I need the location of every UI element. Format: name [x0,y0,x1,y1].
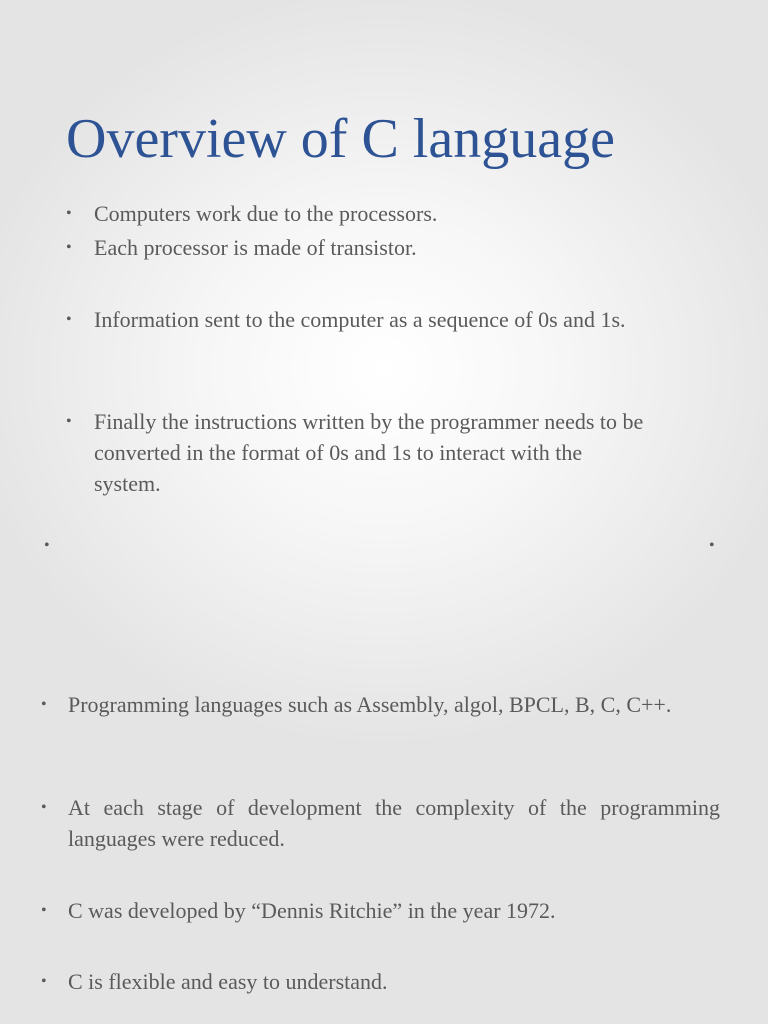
list-item [41,895,720,926]
bullet-text: At each stage of development the complexity of the programming languages were reduced. [68,795,720,851]
bullet-text: Finally the instructions written by the programmer needs to be converted in the format of 0s and 1s to interact with the system. [94,409,644,496]
list-item [66,304,654,335]
empty-bullet-icon: • [44,537,50,554]
bullet-icon: • [66,413,72,430]
bottom-bullet-list [41,689,720,1009]
bullet-icon: • [41,902,47,919]
slide-title: Overview of C language [66,108,615,170]
bullet-text: Each processor is made of transistor. [94,235,417,260]
list-item [41,966,720,997]
bullet-icon: • [41,799,47,816]
bullet-text: Computers work due to the processors. [94,201,438,226]
top-bullet-list [66,198,654,518]
bullet-icon: • [66,239,72,256]
bullet-text: C was developed by “Dennis Ritchie” in the year 1972. [68,898,556,923]
bullet-icon: • [41,696,47,713]
bullet-text: C is flexible and easy to understand. [68,969,388,994]
list-item [66,198,654,229]
list-item [66,406,654,499]
bullet-text: Programming languages such as Assembly, algol, BPCL, B, C, C++. [68,692,672,717]
empty-bullet-icon: • [709,537,715,554]
bullet-icon: • [41,973,47,990]
list-item [66,232,654,263]
bullet-icon: • [66,311,72,328]
list-item [41,689,720,720]
list-item [41,792,720,854]
bullet-icon: • [66,205,72,222]
bullet-text: Information sent to the computer as a sequence of 0s and 1s. [94,307,626,332]
